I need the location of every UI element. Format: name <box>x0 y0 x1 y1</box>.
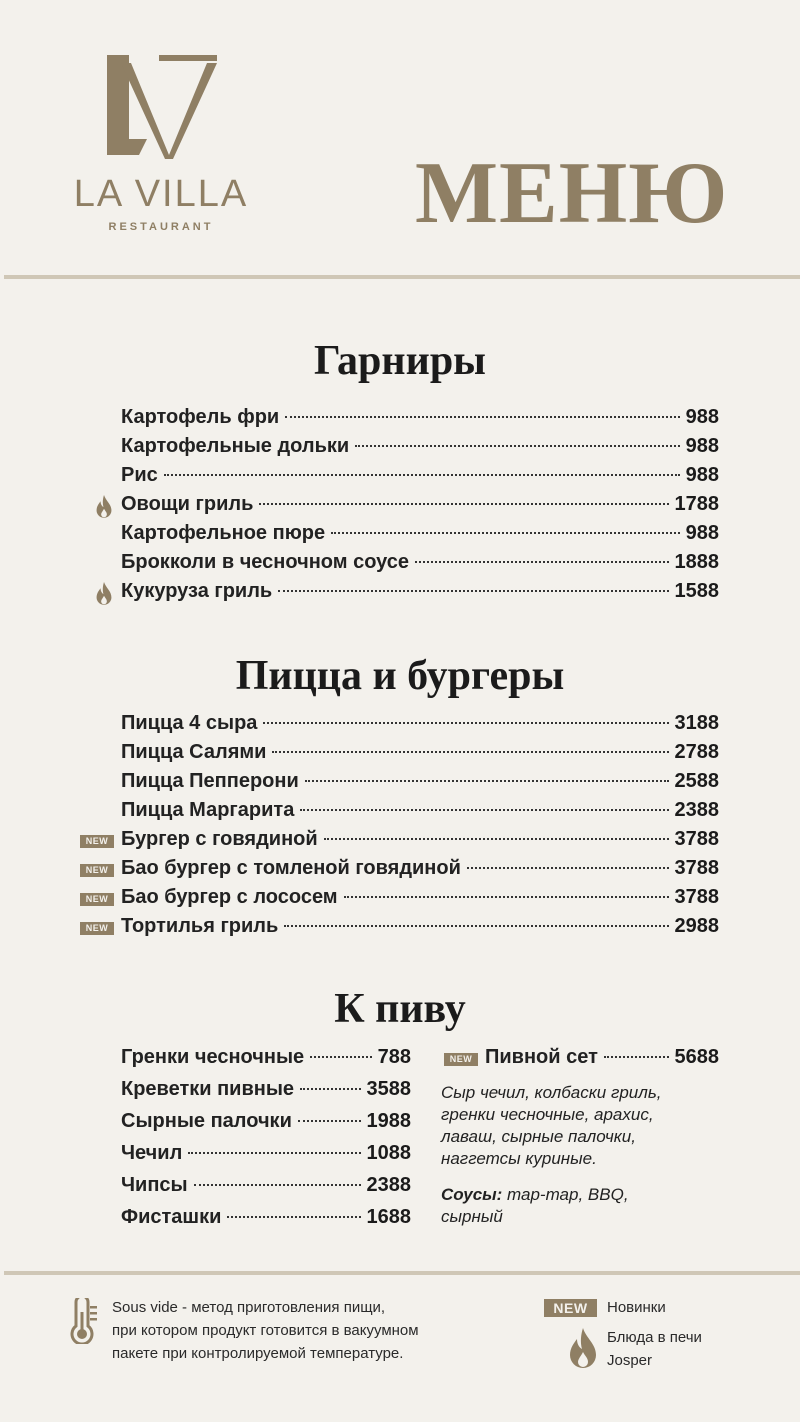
dot-leader <box>415 561 668 563</box>
menu-item <box>121 551 719 580</box>
page-title: МЕНЮ <box>415 145 729 242</box>
menu-item <box>121 1110 411 1142</box>
header-divider <box>4 275 800 279</box>
menu-item-price: 3188 <box>674 712 719 734</box>
dot-leader <box>331 532 680 534</box>
brand-name: LA VILLA <box>73 173 249 215</box>
menu-item <box>121 522 719 551</box>
menu-item <box>85 915 719 944</box>
dot-leader <box>300 809 668 811</box>
flame-icon <box>568 1328 598 1370</box>
menu-item <box>121 1078 411 1110</box>
menu-item-price: 988 <box>685 464 719 486</box>
menu-item-name: Сырные палочки <box>121 1110 292 1132</box>
dot-leader <box>227 1216 360 1218</box>
menu-item-price: 988 <box>685 435 719 457</box>
menu-item-name: Картофельные дольки <box>121 435 350 457</box>
dot-leader <box>259 503 668 505</box>
menu-item-price: 3788 <box>674 857 719 879</box>
menu-item-name: Тортилья гриль <box>121 915 279 937</box>
menu-item <box>121 580 719 609</box>
beer-set-item <box>449 1046 719 1075</box>
menu-item <box>121 406 719 435</box>
menu-item <box>85 828 719 857</box>
menu-item <box>121 741 719 770</box>
menu-item <box>121 493 719 522</box>
dot-leader <box>164 474 680 476</box>
menu-item-name: Пивной сет <box>485 1046 598 1068</box>
section-title-pizza-burgers: Пицца и бургеры <box>235 653 565 699</box>
menu-item <box>121 1174 411 1206</box>
menu-item-price: 2788 <box>674 741 719 763</box>
menu-item-price: 3788 <box>674 886 719 908</box>
menu-item-price: 788 <box>377 1046 411 1068</box>
new-badge: NEW <box>80 893 114 906</box>
menu-item <box>121 1046 411 1078</box>
dot-leader <box>298 1120 361 1122</box>
new-badge: NEW <box>80 835 114 848</box>
menu-item <box>121 1206 411 1238</box>
menu-item-name: Пицца Салями <box>121 741 267 763</box>
legend-new-label: Новинки <box>607 1299 666 1316</box>
dot-leader <box>284 925 668 927</box>
menu-item <box>121 464 719 493</box>
menu-item-price: 1688 <box>366 1206 411 1228</box>
menu-item <box>121 435 719 464</box>
menu-item-name: Рис <box>121 464 158 486</box>
dot-leader <box>188 1152 360 1154</box>
menu-item-price: 1788 <box>674 493 719 515</box>
thermometer-icon <box>68 1298 98 1344</box>
dot-leader <box>344 896 669 898</box>
brand-subtitle: RESTAURANT <box>108 221 214 233</box>
section-title-beer-snacks: К пиву <box>334 986 466 1032</box>
menu-item <box>121 770 719 799</box>
menu-item <box>85 886 719 915</box>
dot-leader <box>604 1056 669 1058</box>
menu-item-price: 988 <box>685 406 719 428</box>
menu-item-price: 1588 <box>674 580 719 602</box>
menu-item-price: 1888 <box>674 551 719 573</box>
menu-item <box>85 857 719 886</box>
menu-item-name: Креветки пивные <box>121 1078 295 1100</box>
menu-item-price: 2388 <box>366 1174 411 1196</box>
menu-item-price: 5688 <box>674 1046 719 1068</box>
new-badge: NEW <box>444 1053 478 1066</box>
menu-item-price: 2588 <box>674 770 719 792</box>
dot-leader <box>310 1056 371 1058</box>
menu-item <box>121 799 719 828</box>
menu-item <box>121 1142 411 1174</box>
menu-item-price: 1088 <box>366 1142 411 1164</box>
dot-leader <box>194 1184 361 1186</box>
dot-leader <box>285 416 679 418</box>
footer-divider <box>4 1271 800 1275</box>
dot-leader <box>278 590 668 592</box>
beer-set-row <box>449 1046 719 1075</box>
dot-leader <box>324 838 669 840</box>
dot-leader <box>263 722 668 724</box>
menu-item-name: Овощи гриль <box>121 493 254 515</box>
beer-set-description: Сыр чечил, колбаски гриль, гренки чесночные, арахис, лаваш, сырные палочки, наггетсы куриные. Соусы: тар-тар, BBQ, сырный <box>441 1083 662 1226</box>
menu-item-name: Пицца 4 сыра <box>121 712 258 734</box>
menu-item-name: Брокколи в чесночном соусе <box>121 551 410 573</box>
new-badge: NEW <box>80 922 114 935</box>
dot-leader <box>467 867 669 869</box>
section-title-sides: Гарниры <box>314 338 486 384</box>
legend-josper-label: Блюда в печи Josper <box>607 1329 702 1369</box>
menu-item-name: Фисташки <box>121 1206 222 1228</box>
dot-leader <box>300 1088 360 1090</box>
dot-leader <box>272 751 668 753</box>
menu-item-name: Гренки чесночные <box>121 1046 305 1068</box>
dot-leader <box>355 445 679 447</box>
menu-item-name: Чечил <box>121 1142 183 1164</box>
menu-item-name: Картофельное пюре <box>121 522 326 544</box>
menu-item-name: Бао бургер с лососем <box>121 886 338 908</box>
menu-item-price: 2988 <box>674 915 719 937</box>
dot-leader <box>305 780 669 782</box>
menu-item-name: Бургер с говядиной <box>121 828 318 850</box>
menu-list-beer-snacks <box>121 1046 411 1238</box>
menu-item-name: Бао бургер с томленой говядиной <box>121 857 461 879</box>
restaurant-logo <box>55 55 267 237</box>
menu-item <box>121 712 719 741</box>
menu-item-name: Чипсы <box>121 1174 188 1196</box>
menu-list-pizza-burgers <box>85 712 719 944</box>
menu-item-price: 1988 <box>366 1110 411 1132</box>
new-badge: NEW <box>80 864 114 877</box>
menu-item-price: 3788 <box>674 828 719 850</box>
lv-monogram-icon <box>107 55 217 159</box>
menu-list-sides <box>121 406 719 609</box>
sauces-line: Соусы: тар-тар, BBQ, <box>441 1185 629 1204</box>
legend-new-badge: NEW <box>544 1299 597 1317</box>
menu-item-name: Картофель фри <box>121 406 280 428</box>
menu-item-name: Кукуруза гриль <box>121 580 273 602</box>
menu-item-name: Пицца Маргарита <box>121 799 295 821</box>
menu-item-name: Пицца Пепперони <box>121 770 299 792</box>
menu-item-price: 2388 <box>674 799 719 821</box>
flame-icon <box>94 495 114 519</box>
menu-item-price: 988 <box>685 522 719 544</box>
menu-item-price: 3588 <box>366 1078 411 1100</box>
flame-icon <box>94 582 114 606</box>
sous-vide-note: Sous vide - метод приготовления пищи, при котором продукт готовится в вакуумном пакете при контролируемой температуре. <box>112 1299 419 1362</box>
